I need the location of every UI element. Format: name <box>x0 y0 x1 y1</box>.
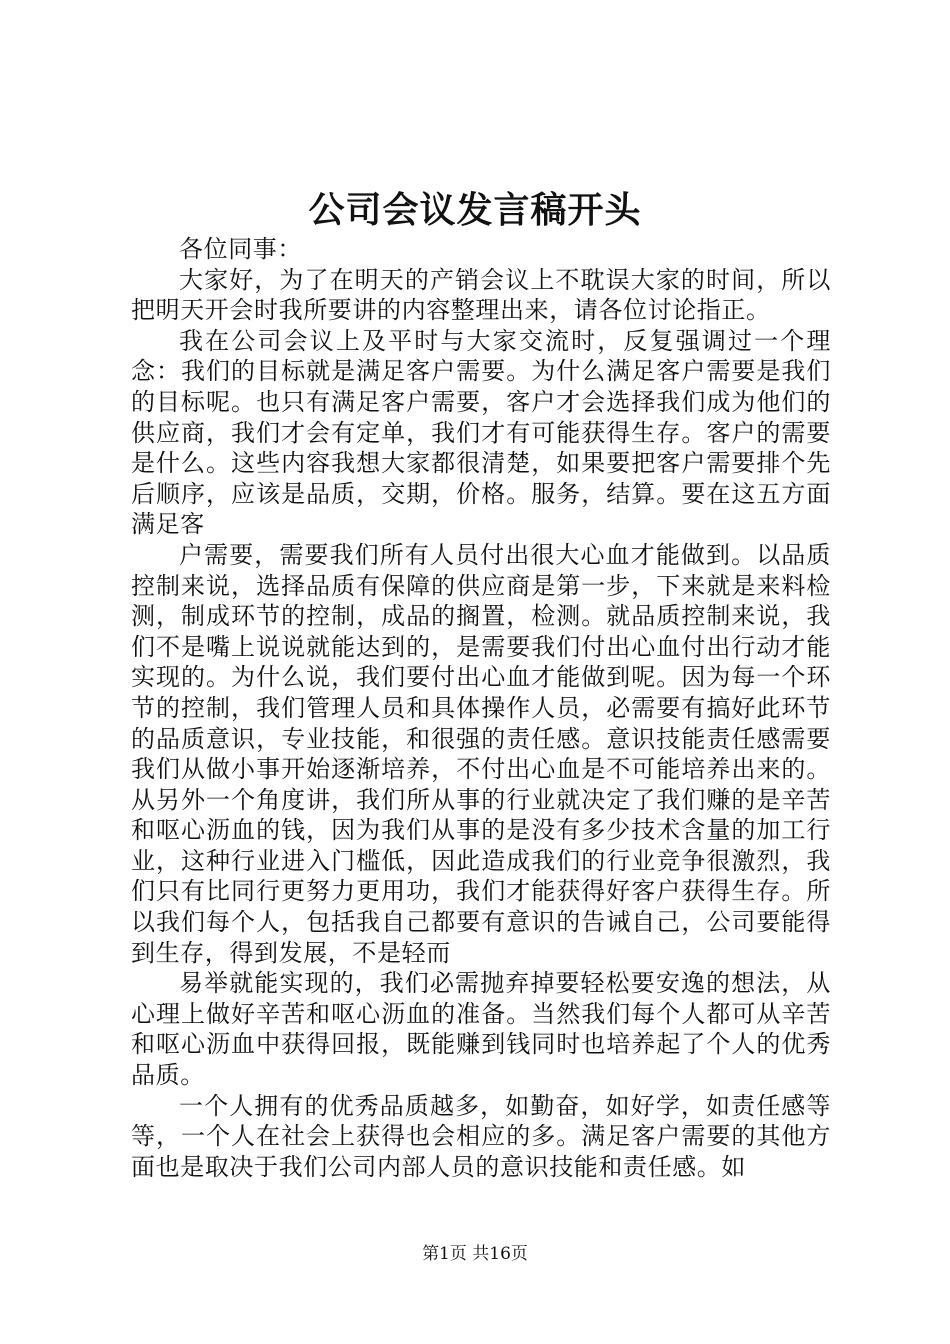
paragraph-hard-work: 易举就能实现的，我们必需抛弃掉要轻松要安逸的想法，从心理上做好辛苦和呕心沥血的准备。当然我们每个人都可从辛苦和呕心沥血中获得回报，既能赚到钱同时也培养起了个人的优秀品质。 <box>131 969 831 1090</box>
document-title: 公司会议发言稿开头 <box>308 189 642 231</box>
paragraph-intro: 大家好，为了在明天的产销会议上不耽误大家的时间，所以把明天开会时我所要讲的内容整理出来，请各位讨论指正。 <box>131 265 831 325</box>
paragraph-quality-control: 户需要，需要我们所有人员付出很大心血才能做到。以品质控制来说，选择品质有保障的供应商是第一步，下来就是来料检测，制成环节的控制，成品的搁置，检测。就品质控制来说，我们不是嘴上说说就能达到的，是需要我们付出心血付出行动才能实现的。为什么说，我们要付出心血才能做到呢。因为每一个环节的控制，我们管理人员和具体操作人员，必需要有搞好此环节的品质意识，专业技能，和很强的责任感。意识技能责任感需要我们从做小事开始逐渐培养，不付出心血是不可能培养出来的。从另外一个角度讲，我们所从事的行业就决定了我们赚的是辛苦和呕心沥血的钱，因为我们从事的是没有多少技术含量的加工行业，这种行业进入门槛低，因此造成我们的行业竞争很激烈，我们只有比同行更努力更用功，我们才能获得好客户获得生存。所以我们每个人，包括我自己都要有意识的告诫自己，公司要能得到生存，得到发展，不是轻而 <box>131 540 831 967</box>
document-body <box>131 234 831 1182</box>
paragraph-good-qualities: 一个人拥有的优秀品质越多，如勤奋，如好学，如责任感等等，一个人在社会上获得也会相应的多。满足客户需要的其他方面也是取决于我们公司内部人员的意识技能和责任感。如 <box>131 1091 831 1181</box>
page-number-footer: 第1页 共16页 <box>422 1244 528 1264</box>
paragraph-greeting: 各位同事： <box>179 235 302 263</box>
paragraph-customer-needs: 我在公司会议上及平时与大家交流时，反复强调过一个理念：我们的目标就是满足客户需要。为什么满足客户需要是我们的目标呢。也只有满足客户需要，客户才会选择我们成为他们的供应商，我们才会有定单，我们才有可能获得生存。客户的需要是什么。这些内容我想大家都很清楚，如果要把客户需要排个先后顺序，应该是品质，交期，价格。服务，结算。要在这五方面满足客 <box>131 326 831 539</box>
